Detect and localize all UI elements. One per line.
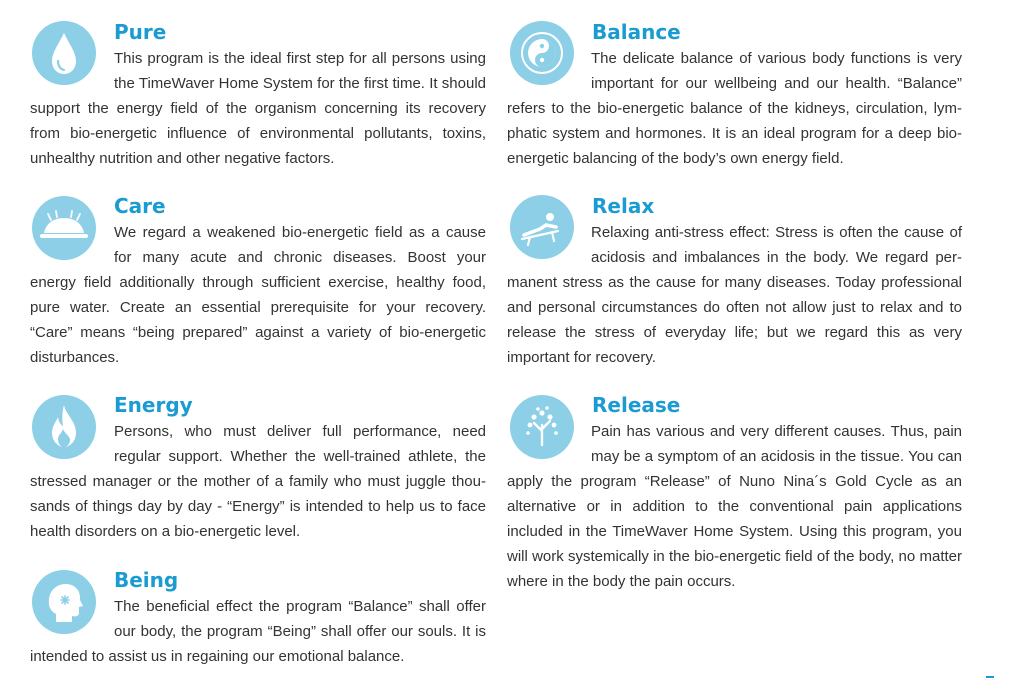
program-description: The beneficial effect the program “Balance” shall offer our body, the program “Being” shall offer our souls. It is intended to assist us in regaining our emotional balance. <box>30 598 486 665</box>
program-description: Relaxing anti-stress effect: Stress is often the cause of acidosis and imbalances in the body. We regard permanent stress as the cause for many diseases. Today professional and personal circumstances do often not allow just to relax and to release the stress of everyday life; but we regard this as very important for recovery. <box>507 224 962 366</box>
corner-mark <box>986 676 994 678</box>
program-title: Relax <box>592 194 655 218</box>
program-description: This program is the ideal first step for all persons using the TimeWaver Home System for the first time. It should support the energy field of the organism concerning its recovery from bio-energetic influence of environmental pollutants, toxins, unhealthy nutrition and other negative factors. <box>30 50 486 167</box>
program-title: Energy <box>114 393 193 417</box>
program-description: Pain has various and very different causes. Thus, pain may be a symptom of an acidosis in the tissue. You can apply the program “Release” of Nuno Nina´s Gold Cycle as an alternative or in addition to the conventional pain applications included in the TimeWaver Home System. Using this program, you will work systemically in the bio-energetic field of the body, no matter where in the body the pain occurs. <box>507 423 962 590</box>
program-description: The delicate balance of various body functions is very important for our wellbeing and our health. “Balance” refers to the bio-energetic balance of the kidneys, circulation, lymphatic system and hormones. It is an ideal program for a deep bio-energetic balancing of the body’s own energy field. <box>507 50 962 167</box>
program-title: Balance <box>592 20 681 44</box>
program-title: Being <box>114 568 179 592</box>
program-description: Persons, who must deliver full performance, need regular support. Whether the well-trained athlete, the stressed manager or the mother of a family who must juggle thousands of things day by day - “Energy” is intended to help us to face health disorders on a bio-energetic level. <box>30 423 486 540</box>
program-title: Pure <box>114 20 167 44</box>
program-description: We regard a weakened bio-energetic field as a cause for many acute and chronic diseases. Boost your energy field additionally through sufficient exercise, healthy food, pure water. Create an essential prerequisite for your recovery. “Care” means “being prepared” against a variety of bio-energetic disturbances. <box>30 224 486 366</box>
program-title: Release <box>592 393 681 417</box>
program-title: Care <box>114 194 166 218</box>
